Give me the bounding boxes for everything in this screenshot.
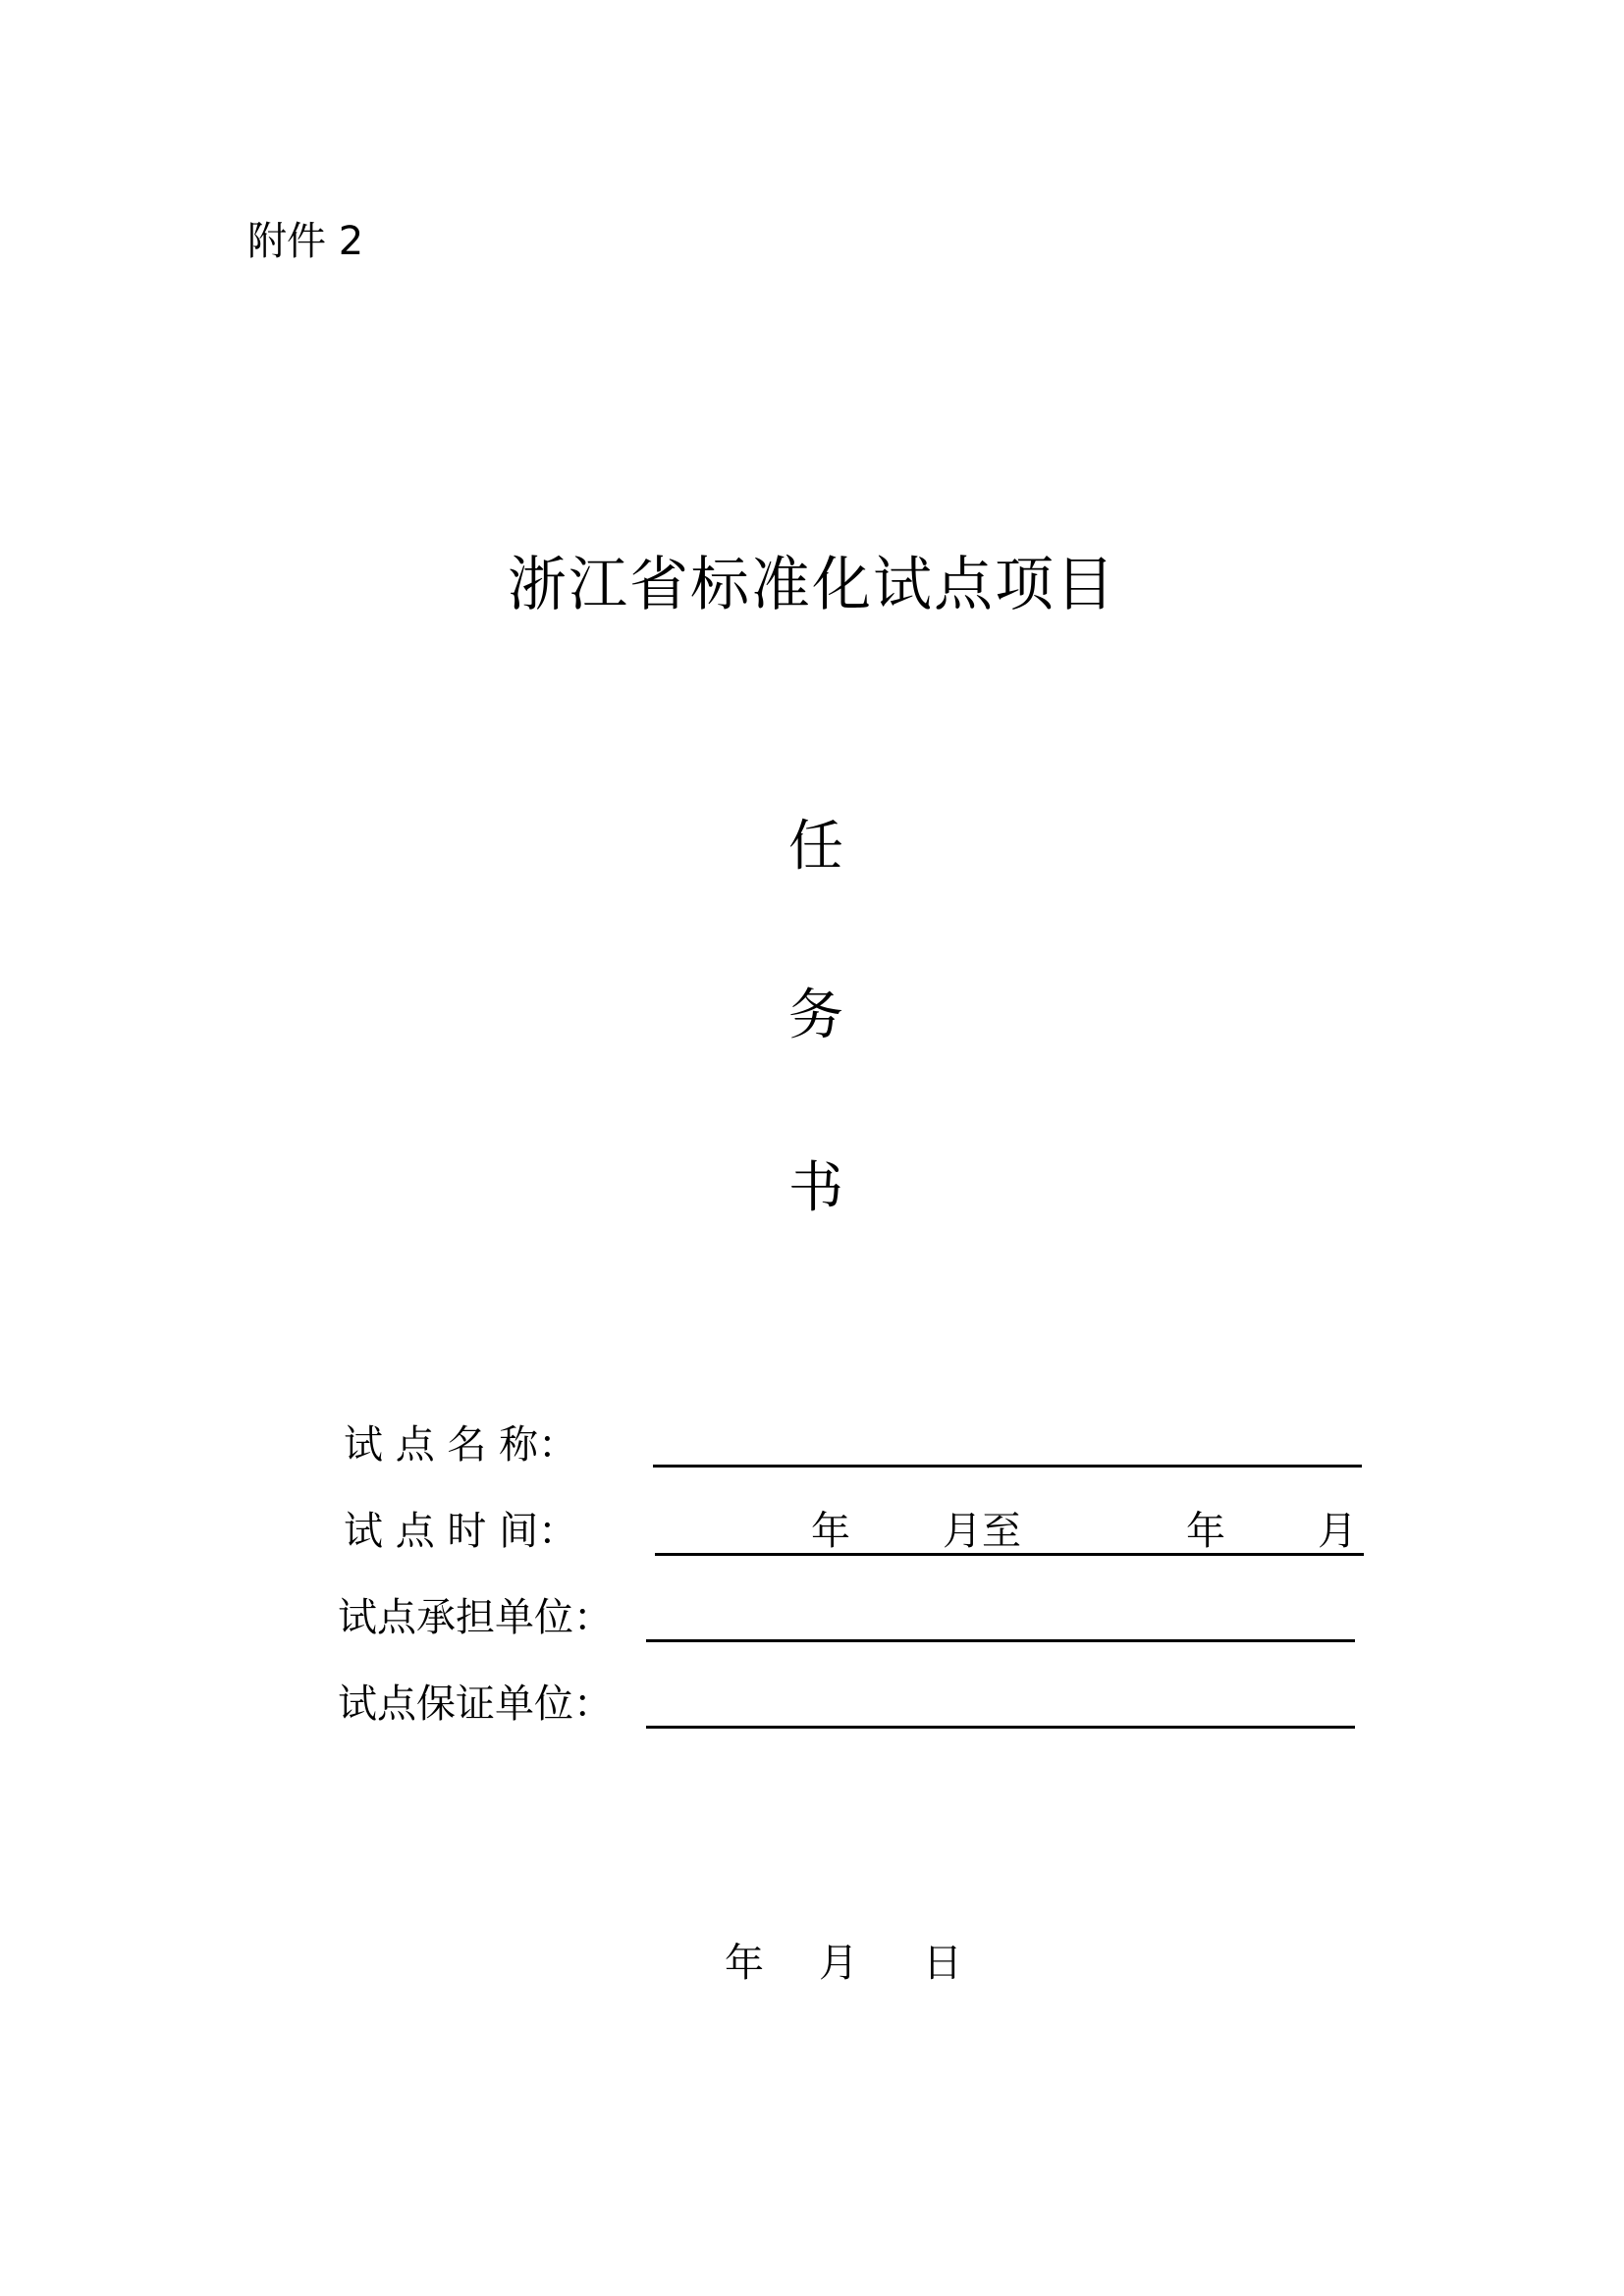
- pilot-time-label: 试 点 时 间：: [344, 1509, 578, 1554]
- doc-type-char-shu: 书: [788, 1156, 843, 1220]
- doc-type-char-wu: 务: [788, 984, 843, 1047]
- end-month-unit: 月: [1318, 1509, 1357, 1554]
- undertaking-unit-row: [0, 1590, 1624, 1649]
- pilot-name-row: [0, 1417, 1624, 1476]
- doc-type-char-ren: 任: [788, 815, 843, 879]
- footer-day-unit: 日: [923, 1941, 962, 1986]
- footer-month-unit: 月: [819, 1941, 858, 1986]
- guarantee-unit-row: [0, 1677, 1624, 1735]
- pilot-name-field[interactable]: [653, 1465, 1362, 1468]
- undertaking-unit-field[interactable]: [646, 1639, 1355, 1642]
- guarantee-unit-field[interactable]: [646, 1726, 1355, 1729]
- footer-year-unit: 年: [725, 1941, 764, 1986]
- attachment-label: 附件 2: [247, 219, 364, 264]
- start-year-unit: 年: [811, 1509, 850, 1554]
- guarantee-unit-label: 试点保证单位：: [338, 1682, 613, 1727]
- document-title: 浙江省标准化试点项目: [508, 551, 1116, 619]
- pilot-time-row: [0, 1504, 1624, 1563]
- pilot-name-label: 试 点 名 称：: [344, 1422, 578, 1468]
- start-month-unit: 月至: [943, 1509, 1021, 1554]
- undertaking-unit-label: 试点承担单位：: [338, 1595, 613, 1640]
- end-year-unit: 年: [1186, 1509, 1225, 1554]
